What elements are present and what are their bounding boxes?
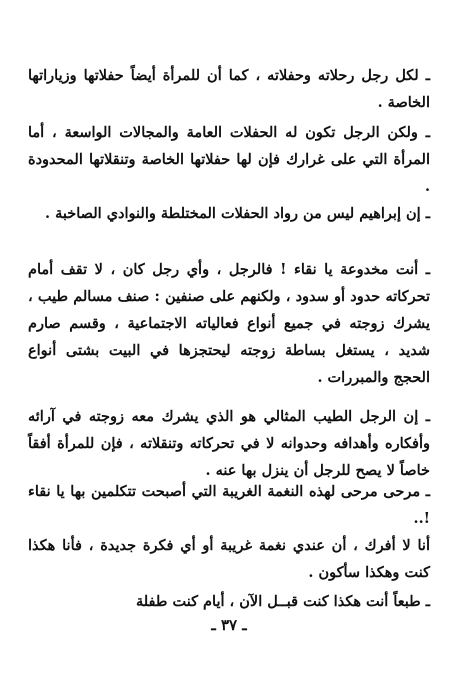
paragraph-3: ـ إن إبراهيم ليس من رواد الحفلات المختلطة والنوادي الصاخبة . xyxy=(45,205,430,222)
paragraph-1: ـ لكل رجل رحلاته وحفلاته ، كما أن للمرأة أيضاً حفلاتها وزياراتها الخاصة . xyxy=(28,67,430,111)
paragraph-8: ـ طبعاً أنت هكذا كنت قبــل الآن ، أيام كنت طفلة xyxy=(135,593,430,610)
paragraph-5: ـ إن الرجل الطيب المثالي هو الذي يشرك معه زوجته في آرائه وأفكاره وأهدافه وحدوانه لا في تحركاته وتنقلاته ، فإن للمرأة أفقاً خاصاً لا يصح للرجل أن ينزل بها عنه . xyxy=(28,408,430,479)
paragraph-4: ـ أنت مخدوعة يا نقاء ! فالرجل ، وأي رجل كان ، لا تقف أمام تحركاته حدود أو سدود ، ولكنهم على صنفين : صنف مسالم طيب ، يشرك زوجته في جميع أنواع فعالياته الاجتماعية ، وقسم صارم شديد ، يستغل بساطة زوجته ليحتجزها في البيت بشتى أنواع الحجج والمبررات . xyxy=(28,261,430,386)
page-number: ـ ٣٧ ـ xyxy=(211,616,247,634)
paragraph-7: أنا لا أفرك ، أن عندي نغمة غريبة أو أي فكرة جديدة ، فأنا هكذا كنت وهكذا سأكون . xyxy=(28,537,430,581)
paragraph-2: ـ ولكن الرجل تكون له الحفلات العامة والمجالات الواسعة ، أما المرأة التي على غرارك فإن لها حفلاتها الخاصة وتنقلاتها المحدودة . xyxy=(28,124,430,195)
paragraph-6: ـ مرحى مرحى لهذه النغمة الغريبة التي أصبحت تتكلمين بها يا نقاء !.. xyxy=(28,483,430,527)
